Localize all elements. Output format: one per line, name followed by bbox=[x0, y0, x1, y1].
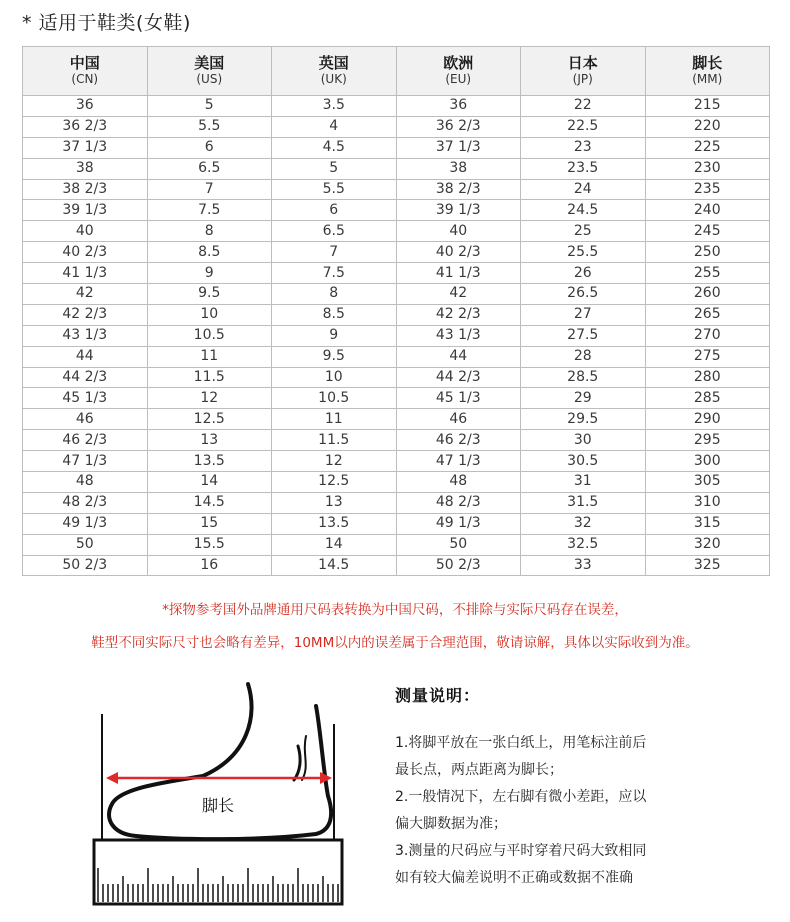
table-cell: 50 bbox=[23, 534, 148, 555]
table-cell: 48 bbox=[396, 472, 521, 493]
table-header bbox=[23, 47, 770, 96]
table-cell: 30.5 bbox=[521, 451, 646, 472]
table-cell: 36 2/3 bbox=[396, 116, 521, 137]
ruler-ticks bbox=[98, 868, 338, 902]
table-row bbox=[23, 492, 770, 513]
table-cell: 295 bbox=[645, 430, 770, 451]
table-cell: 13.5 bbox=[147, 451, 272, 472]
table-cell: 10.5 bbox=[272, 388, 397, 409]
table-cell: 7.5 bbox=[272, 263, 397, 284]
table-cell: 47 1/3 bbox=[23, 451, 148, 472]
table-cell: 30 bbox=[521, 430, 646, 451]
table-cell: 16 bbox=[147, 555, 272, 576]
table-cell: 40 2/3 bbox=[396, 242, 521, 263]
table-cell: 38 2/3 bbox=[396, 179, 521, 200]
table-cell: 42 2/3 bbox=[23, 304, 148, 325]
table-row bbox=[23, 221, 770, 242]
foot-diagram bbox=[88, 676, 348, 916]
table-row bbox=[23, 346, 770, 367]
table-cell: 38 2/3 bbox=[23, 179, 148, 200]
table-cell: 47 1/3 bbox=[396, 451, 521, 472]
table-cell: 46 bbox=[396, 409, 521, 430]
table-cell: 38 bbox=[396, 158, 521, 179]
table-cell: 45 1/3 bbox=[23, 388, 148, 409]
table-cell: 14 bbox=[147, 472, 272, 493]
table-cell: 270 bbox=[645, 325, 770, 346]
table-cell: 6.5 bbox=[272, 221, 397, 242]
table-row bbox=[23, 304, 770, 325]
table-cell: 32 bbox=[521, 513, 646, 534]
table-cell: 42 bbox=[23, 284, 148, 305]
table-body bbox=[23, 96, 770, 576]
instruction-line: 偏大脚数据为准； bbox=[395, 816, 507, 832]
table-cell: 4 bbox=[272, 116, 397, 137]
table-cell: 43 1/3 bbox=[23, 325, 148, 346]
table-cell: 5 bbox=[147, 96, 272, 117]
table-row bbox=[23, 263, 770, 284]
table-cell: 48 2/3 bbox=[23, 492, 148, 513]
table-cell: 255 bbox=[645, 263, 770, 284]
table-row bbox=[23, 284, 770, 305]
table-cell: 8.5 bbox=[272, 304, 397, 325]
column-header-label: 欧洲 bbox=[443, 54, 474, 72]
column-header bbox=[147, 47, 272, 96]
table-cell: 9 bbox=[147, 263, 272, 284]
table-cell: 310 bbox=[645, 492, 770, 513]
table-cell: 46 2/3 bbox=[23, 430, 148, 451]
table-cell: 44 bbox=[396, 346, 521, 367]
column-header-label: 脚长 bbox=[692, 54, 723, 72]
table-cell: 46 bbox=[23, 409, 148, 430]
table-cell: 40 bbox=[23, 221, 148, 242]
table-row bbox=[23, 242, 770, 263]
table-cell: 27.5 bbox=[521, 325, 646, 346]
table-row bbox=[23, 451, 770, 472]
table-cell: 36 bbox=[23, 96, 148, 117]
table-cell: 11 bbox=[272, 409, 397, 430]
table-cell: 15 bbox=[147, 513, 272, 534]
foot-length-label: 脚长 bbox=[201, 796, 235, 815]
table-cell: 46 2/3 bbox=[396, 430, 521, 451]
table-cell: 260 bbox=[645, 284, 770, 305]
table-cell: 15.5 bbox=[147, 534, 272, 555]
table-row bbox=[23, 534, 770, 555]
table-cell: 27 bbox=[521, 304, 646, 325]
table-cell: 225 bbox=[645, 137, 770, 158]
column-header-unit: (CN) bbox=[71, 72, 99, 86]
table-cell: 41 1/3 bbox=[396, 263, 521, 284]
column-header bbox=[521, 47, 646, 96]
foot-outline bbox=[109, 684, 331, 839]
header-row bbox=[23, 47, 770, 96]
instructions-lines bbox=[395, 730, 775, 892]
table-cell: 14.5 bbox=[147, 492, 272, 513]
table-cell: 10 bbox=[272, 367, 397, 388]
table-cell: 13 bbox=[147, 430, 272, 451]
table-cell: 315 bbox=[645, 513, 770, 534]
instruction-line: 1.将脚平放在一张白纸上，用笔标注前后 bbox=[395, 735, 647, 751]
table-cell: 25.5 bbox=[521, 242, 646, 263]
toe-line-2 bbox=[302, 736, 306, 780]
table-cell: 23 bbox=[521, 137, 646, 158]
table-cell: 305 bbox=[645, 472, 770, 493]
column-header-unit: (JP) bbox=[572, 72, 593, 86]
column-header bbox=[645, 47, 770, 96]
table-cell: 31.5 bbox=[521, 492, 646, 513]
table-cell: 22.5 bbox=[521, 116, 646, 137]
table-cell: 285 bbox=[645, 388, 770, 409]
table-cell: 12.5 bbox=[147, 409, 272, 430]
column-header-unit: (EU) bbox=[445, 72, 472, 86]
table-cell: 14 bbox=[272, 534, 397, 555]
table-cell: 22 bbox=[521, 96, 646, 117]
table-cell: 5 bbox=[272, 158, 397, 179]
table-cell: 10 bbox=[147, 304, 272, 325]
table-cell: 4.5 bbox=[272, 137, 397, 158]
table-cell: 49 1/3 bbox=[396, 513, 521, 534]
table-cell: 25 bbox=[521, 221, 646, 242]
table-cell: 8 bbox=[272, 284, 397, 305]
table-cell: 23.5 bbox=[521, 158, 646, 179]
table-cell: 215 bbox=[645, 96, 770, 117]
table-cell: 39 1/3 bbox=[23, 200, 148, 221]
instruction-line: 如有较大偏差说明不正确或数据不准确 bbox=[395, 870, 633, 886]
table-cell: 325 bbox=[645, 555, 770, 576]
table-cell: 28.5 bbox=[521, 367, 646, 388]
toe-line bbox=[294, 746, 300, 780]
table-cell: 36 bbox=[396, 96, 521, 117]
table-cell: 29.5 bbox=[521, 409, 646, 430]
table-cell: 300 bbox=[645, 451, 770, 472]
measurement-instructions bbox=[395, 683, 775, 892]
table-row bbox=[23, 200, 770, 221]
table-cell: 9.5 bbox=[272, 346, 397, 367]
table-cell: 14.5 bbox=[272, 555, 397, 576]
table-cell: 320 bbox=[645, 534, 770, 555]
column-header-label: 中国 bbox=[69, 54, 100, 72]
table-cell: 9 bbox=[272, 325, 397, 346]
instruction-line: 3.测量的尺码应与平时穿着尺码大致相同 bbox=[395, 843, 647, 859]
table-cell: 11 bbox=[147, 346, 272, 367]
column-header-unit: (UK) bbox=[320, 72, 347, 86]
table-cell: 26.5 bbox=[521, 284, 646, 305]
column-header-unit: (MM) bbox=[692, 72, 723, 86]
table-cell: 44 bbox=[23, 346, 148, 367]
table-cell: 48 2/3 bbox=[396, 492, 521, 513]
table-cell: 40 2/3 bbox=[23, 242, 148, 263]
table-cell: 5.5 bbox=[272, 179, 397, 200]
table-cell: 24.5 bbox=[521, 200, 646, 221]
table-cell: 12.5 bbox=[272, 472, 397, 493]
table-cell: 32.5 bbox=[521, 534, 646, 555]
table-cell: 7 bbox=[147, 179, 272, 200]
disclaimer-line-1: *探物参考国外品牌通用尺码表转换为中国尺码，不排除与实际尺码存在误差， bbox=[162, 602, 628, 618]
table-cell: 11.5 bbox=[272, 430, 397, 451]
table-cell: 8.5 bbox=[147, 242, 272, 263]
table-cell: 245 bbox=[645, 221, 770, 242]
table-cell: 12 bbox=[147, 388, 272, 409]
table-cell: 36 2/3 bbox=[23, 116, 148, 137]
table-cell: 37 1/3 bbox=[396, 137, 521, 158]
table-cell: 49 1/3 bbox=[23, 513, 148, 534]
column-header bbox=[23, 47, 148, 96]
instructions-title: 测量说明： bbox=[395, 686, 481, 705]
table-cell: 39 1/3 bbox=[396, 200, 521, 221]
table-cell: 10.5 bbox=[147, 325, 272, 346]
table-cell: 24 bbox=[521, 179, 646, 200]
disclaimer-line-2: 鞋型不同实际尺寸也会略有差异，10MM以内的误差属于合理范围，敬请谅解，具体以实际收到为准。 bbox=[91, 635, 699, 651]
table-cell: 9.5 bbox=[147, 284, 272, 305]
table-cell: 33 bbox=[521, 555, 646, 576]
column-header-label: 日本 bbox=[567, 54, 598, 72]
table-row bbox=[23, 158, 770, 179]
table-cell: 280 bbox=[645, 367, 770, 388]
table-row bbox=[23, 388, 770, 409]
instruction-line: 最长点，两点距离为脚长； bbox=[395, 762, 563, 778]
table-row bbox=[23, 116, 770, 137]
table-cell: 42 bbox=[396, 284, 521, 305]
table-row bbox=[23, 179, 770, 200]
table-row bbox=[23, 430, 770, 451]
instruction-line: 2.一般情况下，左右脚有微小差距，应以 bbox=[395, 789, 647, 805]
table-cell: 50 2/3 bbox=[396, 555, 521, 576]
column-header-unit: (US) bbox=[196, 72, 223, 86]
table-row bbox=[23, 367, 770, 388]
table-cell: 265 bbox=[645, 304, 770, 325]
table-cell: 50 bbox=[396, 534, 521, 555]
column-header-label: 美国 bbox=[194, 54, 225, 72]
table-row bbox=[23, 325, 770, 346]
arrow-head-left bbox=[106, 772, 118, 784]
table-cell: 44 2/3 bbox=[396, 367, 521, 388]
table-cell: 275 bbox=[645, 346, 770, 367]
size-chart-table bbox=[22, 46, 770, 576]
table-cell: 230 bbox=[645, 158, 770, 179]
table-cell: 26 bbox=[521, 263, 646, 284]
table-cell: 42 2/3 bbox=[396, 304, 521, 325]
table-cell: 250 bbox=[645, 242, 770, 263]
table-cell: 13 bbox=[272, 492, 397, 513]
foot-measurement-illustration bbox=[88, 676, 348, 916]
table-cell: 7 bbox=[272, 242, 397, 263]
table-row bbox=[23, 409, 770, 430]
column-header-label: 英国 bbox=[318, 54, 349, 72]
table-cell: 44 2/3 bbox=[23, 367, 148, 388]
table-cell: 31 bbox=[521, 472, 646, 493]
page-title: * 适用于鞋类(女鞋) bbox=[22, 12, 191, 34]
table-cell: 43 1/3 bbox=[396, 325, 521, 346]
table-cell: 40 bbox=[396, 221, 521, 242]
table-cell: 45 1/3 bbox=[396, 388, 521, 409]
table-cell: 220 bbox=[645, 116, 770, 137]
column-header bbox=[272, 47, 397, 96]
table-cell: 240 bbox=[645, 200, 770, 221]
table-row bbox=[23, 96, 770, 117]
table-cell: 37 1/3 bbox=[23, 137, 148, 158]
table-cell: 3.5 bbox=[272, 96, 397, 117]
table-cell: 7.5 bbox=[147, 200, 272, 221]
table-cell: 6 bbox=[147, 137, 272, 158]
table-cell: 290 bbox=[645, 409, 770, 430]
column-header bbox=[396, 47, 521, 96]
table-row bbox=[23, 555, 770, 576]
table-row bbox=[23, 137, 770, 158]
table-cell: 28 bbox=[521, 346, 646, 367]
table-cell: 6 bbox=[272, 200, 397, 221]
table-cell: 13.5 bbox=[272, 513, 397, 534]
table-row bbox=[23, 472, 770, 493]
table-cell: 38 bbox=[23, 158, 148, 179]
table-cell: 29 bbox=[521, 388, 646, 409]
table-cell: 8 bbox=[147, 221, 272, 242]
table-cell: 235 bbox=[645, 179, 770, 200]
table-cell: 11.5 bbox=[147, 367, 272, 388]
table-cell: 48 bbox=[23, 472, 148, 493]
table-cell: 6.5 bbox=[147, 158, 272, 179]
table-cell: 12 bbox=[272, 451, 397, 472]
table-cell: 50 2/3 bbox=[23, 555, 148, 576]
table-cell: 5.5 bbox=[147, 116, 272, 137]
table-cell: 41 1/3 bbox=[23, 263, 148, 284]
table-row bbox=[23, 513, 770, 534]
